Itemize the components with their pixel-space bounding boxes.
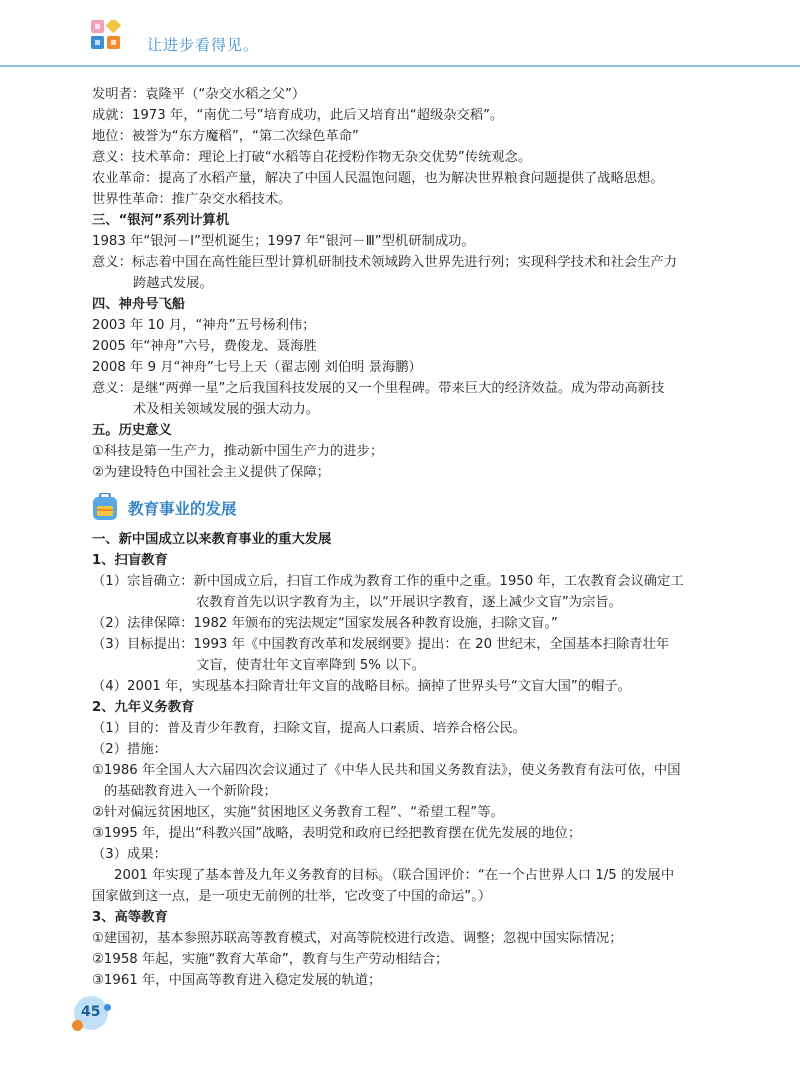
page-header [0,0,800,66]
subheading-compulsory: 2、九年义务教育 [92,700,195,715]
text-line: ③1995 年，提出“科教兴国”战略，表明党和政府已经把教育摆在优先发展的地位； [92,826,582,841]
text-line: 的基础教育进入一个新阶段； [104,784,277,799]
decorative-dot [72,1020,83,1031]
section-header [92,485,732,529]
text-line: 意义：技术革命：理论上打破“水稻等自花授粉作物无杂交优势”传统观念。 [92,150,532,165]
text-line: ②1958 年起，实施“教育大革命”，教育与生产劳动相结合； [92,952,449,967]
text-line: 2005 年“神舟”六号，费俊龙、聂海胜 [92,339,317,354]
text-line: 跨越式发展。 [133,276,213,291]
subheading-higher: 3、高等教育 [92,910,168,925]
heading-edu: 一、新中国成立以来教育事业的重大发展 [92,532,332,547]
text-line: （3）成果： [92,847,167,862]
subheading-literacy: 1、扫盲教育 [92,553,168,568]
text-line: 国家做到这一点，是一项史无前例的壮举，它改变了中国的命运”。） [92,889,492,904]
text-line: 文盲，使青壮年文盲率降到 5% 以下。 [196,658,426,673]
heading-galaxy: 三、“银河”系列计算机 [92,213,230,228]
text-line: ②为建设特色中国社会主义提供了保障； [92,465,330,480]
text-line: （3）目标提出：1993 年《中国教育改革和发展纲要》提出：在 20 世纪末，全国基本扫除青壮年 [92,637,670,652]
text-line: 成就：1973 年，“南优二号”培育成功，此后又培育出“超级杂交稻”。 [92,108,504,123]
logo-icon [91,20,121,50]
text-line: ③1961 年，中国高等教育进入稳定发展的轨道； [92,973,382,988]
text-line: ①建国初，基本参照苏联高等教育模式，对高等院校进行改造、调整；忽视中国实际情况； [92,931,623,946]
text-line: 农教育首先以识字教育为主，以“开展识字教育，逐上减少文盲”为宗旨。 [196,595,622,610]
header-slogan: 让进步看得见。 [147,36,260,54]
text-line: 意义：标志着中国在高性能巨型计算机研制技术领域跨入世界先进行列；实现科学技术和社会生产力 [92,255,678,270]
page-number: 45 [81,1004,101,1020]
text-line: ①1986 年全国人大六届四次会议通过了《中华人民共和国义务教育法》，使义务教育有法可依，中国 [92,763,681,778]
backpack-icon [92,493,118,521]
text-line: 2008 年 9 月“神舟”七号上天（翟志刚 刘伯明 景海鹏） [92,360,422,375]
text-line: 术及相关领域发展的强大动力。 [133,402,320,417]
text-line: 1983 年“银河－Ⅰ”型机诞生；1997 年“银河－Ⅲ”型机研制成功。 [92,234,475,249]
text-line: （2）法律保障：1982 年颁布的宪法规定“国家发展各种教育设施，扫除文盲。” [92,616,558,631]
text-line: ②针对偏远贫困地区，实施“贫困地区义务教育工程”、“希望工程”等。 [92,805,504,820]
decorative-dot [104,1004,111,1011]
text-line: （1）宗旨确立：新中国成立后，扫盲工作成为教育工作的重中之重。1950 年，工农教育会议确定工 [92,574,684,589]
text-line: 意义：是继“两弹一星”之后我国科技发展的又一个里程碑。带来巨大的经济效益。成为带动高新技 [92,381,665,396]
text-line: （4）2001 年，实现基本扫除青壮年文盲的战略目标。摘掉了世界头号“文盲大国”的帽子。 [92,679,631,694]
page-content [92,84,732,991]
text-line: （1）目的：普及青少年教育，扫除文盲，提高人口素质、培养合格公民。 [92,721,526,736]
text-line: 地位：被誉为“东方魔稻”，“第二次绿色革命” [92,129,359,144]
text-line: 发明者：袁隆平（“杂交水稻之父”） [92,87,306,102]
section-title: 教育事业的发展 [128,500,237,518]
heading-shenzhou: 四、神舟号飞船 [92,297,186,312]
header-divider [0,65,800,67]
text-line: 2001 年实现了基本普及九年义务教育的目标。（联合国评价：“在一个占世界人口 1/5 的发展中 [114,868,675,883]
text-line: 农业革命：提高了水稻产量，解决了中国人民温饱问题，也为解决世界粮食问题提供了战略思想。 [92,171,664,186]
text-line: 世界性革命：推广杂交水稻技术。 [92,192,292,207]
heading-history: 五。历史意义 [92,423,172,438]
text-line: （2）措施： [92,742,167,757]
text-line: ①科技是第一生产力，推动新中国生产力的进步； [92,444,384,459]
text-line: 2003 年 10 月，“神舟”五号杨利伟； [92,318,316,333]
